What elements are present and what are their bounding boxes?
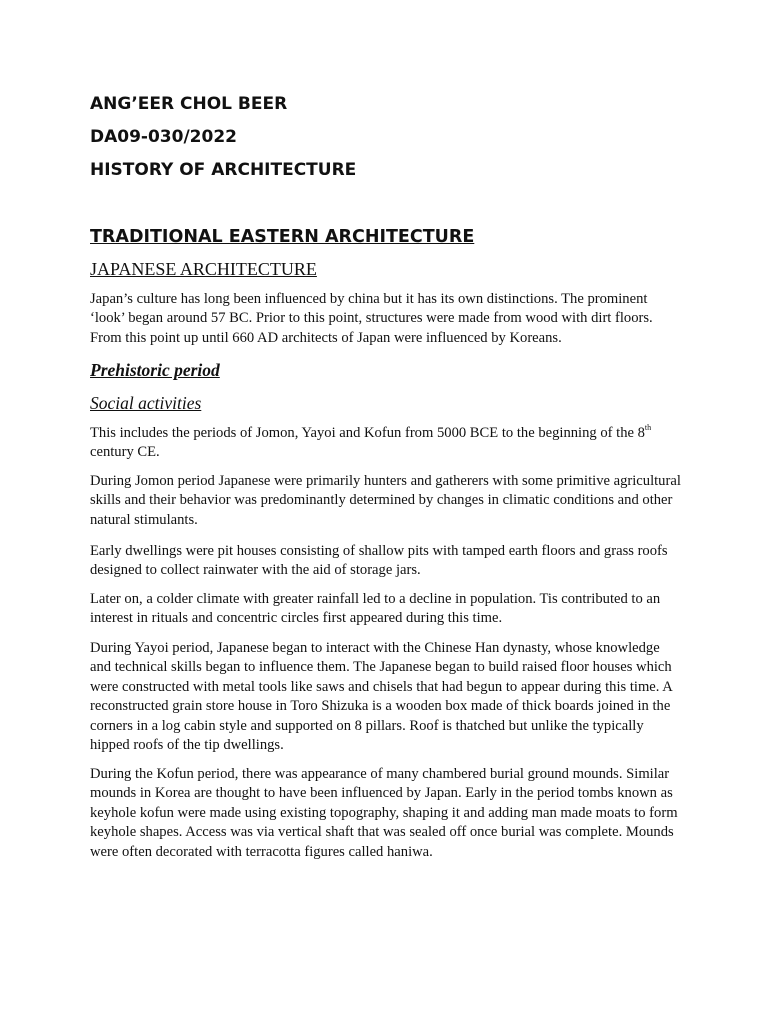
document-title: TRADITIONAL EASTERN ARCHITECTURE bbox=[90, 227, 475, 247]
ordinal-superscript: th bbox=[644, 423, 652, 433]
periods-paragraph bbox=[90, 424, 682, 463]
subsection-heading: Social activities bbox=[90, 393, 202, 413]
climate-paragraph: Later on, a colder climate with greater rainfall led to a decline in population. Tis contributed to an interest in rituals and concentric circles first appeared during this time. bbox=[90, 591, 661, 627]
student-id: DA09-030/2022 bbox=[90, 127, 237, 147]
kofun-paragraph: During the Kofun period, there was appearance of many chambered burial ground mounds. Similar mounds in Korea are thought to have been influenced by Japan. Early in the period tombs known as keyhole kofun were made using existing topography, shaping it and adding man made moats to form keyhole shapes. Access was via vertical shaft that was sealed off once burial was complete. Mounds were often decorated with terracotta figures called haniwa. bbox=[90, 766, 678, 860]
periods-text: This includes the periods of Jomon, Yayoi and Kofun from 5000 BCE to the beginning of the 8 bbox=[90, 425, 645, 441]
periods-text-end: century CE. bbox=[90, 444, 160, 461]
intro-paragraph: Japan’s culture has long been influenced by china but it has its own distinctions. The prominent ‘look’ began around 57 BC. Prior to this point, structures were made from wood with dirt floors. From this point up until 660 AD architects of Japan were influenced by Koreans. bbox=[90, 291, 653, 346]
yayoi-paragraph: During Yayoi period, Japanese began to interact with the Chinese Han dynasty, whose knowledge and technical skills began to influence them. The Japanese began to build raised floor houses which were constructed with metal tools like saws and chisels that had begun to appear during this time. A reconstructed grain store house in Toro Shizuka is a wooden box made of thick boards joined in the corners in a log cabin style and supported on 8 pillars. Roof is thatched but unlike the typically hipped roofs of the tip dwellings. bbox=[90, 640, 672, 754]
jomon-paragraph: During Jomon period Japanese were primarily hunters and gatherers with some primitive agricultural skills and their behavior was predominantly determined by changes in climatic conditions and other natural stimulants. bbox=[90, 473, 681, 528]
dwellings-paragraph: Early dwellings were pit houses consisting of shallow pits with tamped earth floors and grass roofs designed to collect rainwater with the aid of storage jars. bbox=[90, 543, 668, 579]
author-name: ANG’EER CHOL BEER bbox=[90, 94, 288, 114]
section-heading: Prehistoric period bbox=[90, 360, 220, 380]
document-subtitle: JAPANESE ARCHITECTURE bbox=[90, 259, 317, 279]
course-name: HISTORY OF ARCHITECTURE bbox=[90, 160, 357, 180]
